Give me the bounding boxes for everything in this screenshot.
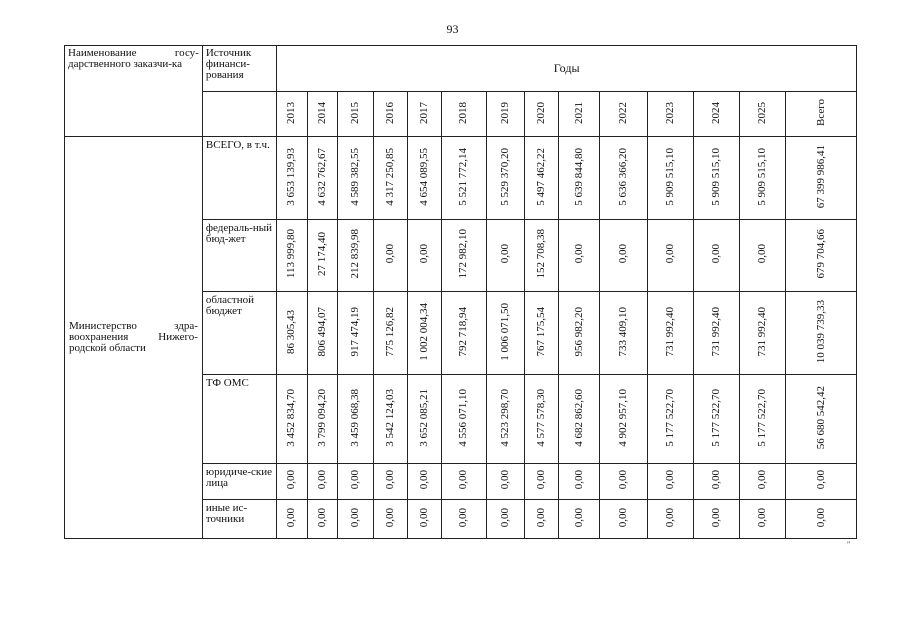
- value-text: 0,00: [616, 244, 629, 264]
- value-cell: [373, 220, 407, 292]
- table-body: [65, 46, 857, 539]
- value-cell: [524, 464, 558, 500]
- year-label: Всего: [814, 99, 827, 126]
- value-cell: [442, 220, 486, 292]
- year-header-cell: [408, 92, 442, 137]
- value-text: 0,00: [756, 244, 769, 264]
- value-cell: [373, 137, 407, 220]
- value-cell: [408, 292, 442, 375]
- value-text: 1 006 071,50: [498, 302, 511, 361]
- value-text: 27 174,40: [315, 232, 328, 276]
- year-header-cell: [373, 92, 407, 137]
- value-cell: [600, 375, 647, 464]
- value-text: 5 177 522,70: [756, 388, 769, 447]
- value-cell: [647, 500, 693, 539]
- value-cell: [559, 220, 600, 292]
- value-cell: [524, 220, 558, 292]
- value-cell: [559, 137, 600, 220]
- funding-source-cell: областной бюджет: [202, 292, 276, 375]
- value-text: 0,00: [315, 470, 328, 490]
- value-cell: [786, 220, 857, 292]
- value-text: 0,00: [285, 470, 298, 490]
- value-text: 5 909 515,10: [709, 147, 722, 206]
- value-text: 3 459 068,38: [348, 388, 361, 447]
- value-cell: [559, 292, 600, 375]
- year-label: 2014: [315, 101, 328, 124]
- value-text: 731 992,40: [709, 306, 722, 357]
- value-text: 806 494,07: [315, 306, 328, 357]
- value-cell: [786, 375, 857, 464]
- value-text: 0,00: [756, 470, 769, 490]
- value-cell: [486, 137, 524, 220]
- value-text: 5 639 844,80: [572, 147, 585, 206]
- year-header-cell: [277, 92, 307, 137]
- header-row: [65, 46, 857, 92]
- value-cell: [442, 137, 486, 220]
- value-text: 0,00: [384, 470, 396, 490]
- value-text: 0,00: [418, 470, 431, 490]
- value-cell: [740, 464, 786, 500]
- value-cell: [337, 464, 373, 500]
- table-row: [65, 137, 857, 220]
- value-text: 10 039 739,33: [814, 299, 827, 364]
- value-cell: [600, 500, 647, 539]
- value-text: 0,00: [534, 507, 547, 528]
- value-text: 0,00: [572, 507, 585, 528]
- value-cell: [486, 500, 524, 539]
- value-text: 0,00: [498, 244, 511, 264]
- value-cell: [600, 137, 647, 220]
- value-cell: [337, 292, 373, 375]
- value-cell: [307, 375, 337, 464]
- value-text: 0,00: [663, 470, 676, 490]
- value-text: 5 636 366,20: [616, 147, 629, 206]
- value-text: 0,00: [457, 470, 470, 490]
- value-cell: [307, 137, 337, 220]
- value-text: 0,00: [709, 507, 722, 528]
- value-cell: [524, 137, 558, 220]
- value-cell: [600, 464, 647, 500]
- value-cell: [647, 220, 693, 292]
- value-text: 5 497 462,22: [534, 147, 547, 206]
- year-label: 2017: [418, 101, 431, 124]
- value-cell: [600, 292, 647, 375]
- funding-source-cell: ТФ ОМС: [202, 375, 276, 464]
- year-header-cell: [559, 92, 600, 137]
- value-text: 4 577 578,30: [534, 388, 547, 447]
- value-text: 4 632 762,67: [315, 147, 328, 206]
- value-text: 67 399 986,41: [814, 144, 827, 209]
- value-text: 5 177 522,70: [663, 388, 676, 447]
- value-text: 679 704,66: [814, 229, 827, 279]
- source-header-blank: [202, 92, 276, 137]
- value-cell: [647, 137, 693, 220]
- value-text: 0,00: [285, 507, 298, 528]
- value-cell: [373, 375, 407, 464]
- value-text: 5 521 772,14: [457, 147, 470, 206]
- value-cell: [408, 500, 442, 539]
- year-header-cell: [693, 92, 739, 137]
- value-cell: [442, 500, 486, 539]
- year-header-cell: [442, 92, 486, 137]
- value-text: 0,00: [616, 507, 629, 528]
- value-text: 212 839,98: [348, 229, 361, 279]
- value-cell: [486, 464, 524, 500]
- funding-source-cell: юридиче-ские лица: [202, 464, 276, 500]
- value-text: 5 529 370,20: [498, 147, 511, 206]
- year-header-cell: [486, 92, 524, 137]
- value-text: 4 902 957,10: [616, 388, 629, 447]
- value-text: 0,00: [418, 244, 431, 264]
- value-cell: [693, 292, 739, 375]
- year-label: 2019: [498, 101, 511, 124]
- value-cell: [373, 464, 407, 500]
- value-cell: [740, 137, 786, 220]
- value-text: 4 682 862,60: [572, 388, 585, 447]
- value-text: 5 177 522,70: [709, 388, 722, 447]
- value-cell: [559, 500, 600, 539]
- value-text: 0,00: [663, 507, 676, 528]
- value-text: 5 909 515,10: [663, 147, 676, 206]
- value-cell: [277, 220, 307, 292]
- funding-source-cell: федераль-ный бюд-жет: [202, 220, 276, 292]
- value-text: 3 653 139,93: [285, 147, 298, 206]
- budget-table: [64, 45, 857, 539]
- value-cell: [786, 137, 857, 220]
- year-header-cell: [647, 92, 693, 137]
- value-cell: [740, 220, 786, 292]
- value-cell: [693, 220, 739, 292]
- value-text: 0,00: [616, 470, 629, 490]
- value-cell: [408, 220, 442, 292]
- value-cell: [337, 137, 373, 220]
- year-label: 2025: [756, 101, 769, 124]
- value-cell: [408, 464, 442, 500]
- value-cell: [693, 375, 739, 464]
- value-text: 4 523 298,70: [498, 388, 511, 447]
- year-label: 2020: [534, 101, 547, 124]
- value-text: 0,00: [315, 507, 328, 528]
- value-text: 0,00: [384, 507, 396, 528]
- value-cell: [373, 500, 407, 539]
- value-cell: [559, 464, 600, 500]
- value-cell: [442, 375, 486, 464]
- value-cell: [277, 500, 307, 539]
- value-text: 0,00: [756, 507, 769, 528]
- page-number: 93: [446, 22, 459, 36]
- value-text: 3 652 085,21: [418, 388, 431, 447]
- value-cell: [486, 220, 524, 292]
- year-label: 2024: [709, 101, 722, 124]
- value-cell: [647, 375, 693, 464]
- value-text: 3 542 124,03: [384, 388, 396, 447]
- year-label: 2015: [348, 101, 361, 124]
- value-cell: [524, 500, 558, 539]
- value-cell: [647, 292, 693, 375]
- value-cell: [408, 375, 442, 464]
- funding-source-cell: ВСЕГО, в т.ч.: [202, 137, 276, 220]
- customer-cell: Министерство здра-воохранения Нижего-родской области: [65, 137, 203, 539]
- value-cell: [442, 464, 486, 500]
- value-cell: [307, 500, 337, 539]
- year-header-cell: [740, 92, 786, 137]
- value-text: 917 474,19: [348, 306, 361, 357]
- year-header-cell: [307, 92, 337, 137]
- value-text: 731 992,40: [756, 306, 769, 357]
- year-label: 2021: [572, 101, 585, 124]
- value-text: 86 305,43: [285, 309, 298, 354]
- value-cell: [277, 292, 307, 375]
- value-text: 0,00: [709, 470, 722, 490]
- year-header-cell: [337, 92, 373, 137]
- value-cell: [740, 375, 786, 464]
- value-text: 4 654 089,55: [418, 147, 431, 206]
- value-text: 0,00: [572, 244, 585, 264]
- year-header-cell: [524, 92, 558, 137]
- value-cell: [442, 292, 486, 375]
- value-cell: [693, 500, 739, 539]
- value-text: 172 982,10: [457, 229, 470, 279]
- value-text: 4 589 382,55: [348, 147, 361, 206]
- value-cell: [786, 500, 857, 539]
- year-label: 2013: [285, 101, 298, 124]
- value-text: 5 909 515,10: [756, 147, 769, 206]
- value-cell: [337, 500, 373, 539]
- value-cell: [337, 220, 373, 292]
- value-text: 0,00: [814, 470, 827, 490]
- value-cell: [786, 464, 857, 500]
- value-cell: [740, 500, 786, 539]
- value-text: 767 175,54: [534, 306, 547, 357]
- year-header-cell: [600, 92, 647, 137]
- value-cell: [486, 292, 524, 375]
- value-text: 0,00: [534, 470, 547, 490]
- trailing-mark: ": [847, 540, 851, 549]
- value-text: 3 452 834,70: [285, 388, 298, 447]
- value-cell: [408, 137, 442, 220]
- value-text: 4 556 071,10: [457, 388, 470, 447]
- value-cell: [693, 137, 739, 220]
- years-header: Годы: [277, 46, 857, 92]
- value-text: 775 126,82: [384, 306, 396, 357]
- value-text: 113 999,80: [285, 229, 298, 279]
- value-text: 0,00: [457, 507, 470, 528]
- value-text: 0,00: [572, 470, 585, 490]
- value-text: 0,00: [348, 507, 361, 528]
- value-cell: [524, 375, 558, 464]
- value-text: 0,00: [709, 244, 722, 264]
- year-label: 2016: [384, 101, 396, 124]
- value-cell: [647, 464, 693, 500]
- value-text: 731 992,40: [663, 306, 676, 357]
- funding-source-cell: иные ис-точники: [202, 500, 276, 539]
- value-cell: [486, 375, 524, 464]
- year-label: 2022: [616, 101, 629, 124]
- value-cell: [307, 464, 337, 500]
- value-text: 956 982,20: [572, 306, 585, 357]
- value-text: 3 799 094,20: [315, 388, 328, 447]
- value-cell: [277, 464, 307, 500]
- value-cell: [524, 292, 558, 375]
- value-cell: [337, 375, 373, 464]
- value-text: 0,00: [663, 244, 676, 264]
- value-text: 0,00: [384, 244, 396, 264]
- value-cell: [307, 292, 337, 375]
- value-cell: [740, 292, 786, 375]
- value-text: 733 409,10: [616, 306, 629, 357]
- value-text: 56 680 542,42: [814, 385, 827, 450]
- value-text: 792 718,94: [457, 306, 470, 357]
- year-label: 2023: [663, 101, 676, 124]
- value-text: 4 317 250,85: [384, 147, 396, 206]
- value-text: 0,00: [814, 507, 827, 528]
- value-text: 0,00: [348, 470, 361, 490]
- value-cell: [600, 220, 647, 292]
- value-text: 0,00: [498, 470, 511, 490]
- value-cell: [373, 292, 407, 375]
- customer-header: Наименование госу-дарственного заказчи-ка: [65, 46, 203, 137]
- value-text: 0,00: [498, 507, 511, 528]
- value-text: 0,00: [418, 507, 431, 528]
- source-header: Источник финанси-рования: [202, 46, 276, 92]
- value-cell: [277, 137, 307, 220]
- year-label: 2018: [457, 101, 470, 124]
- value-text: 1 002 004,34: [418, 302, 431, 361]
- value-cell: [307, 220, 337, 292]
- value-cell: [277, 375, 307, 464]
- value-cell: [786, 292, 857, 375]
- year-header-cell: [786, 92, 857, 137]
- value-cell: [693, 464, 739, 500]
- value-cell: [559, 375, 600, 464]
- value-text: 152 708,38: [534, 229, 547, 279]
